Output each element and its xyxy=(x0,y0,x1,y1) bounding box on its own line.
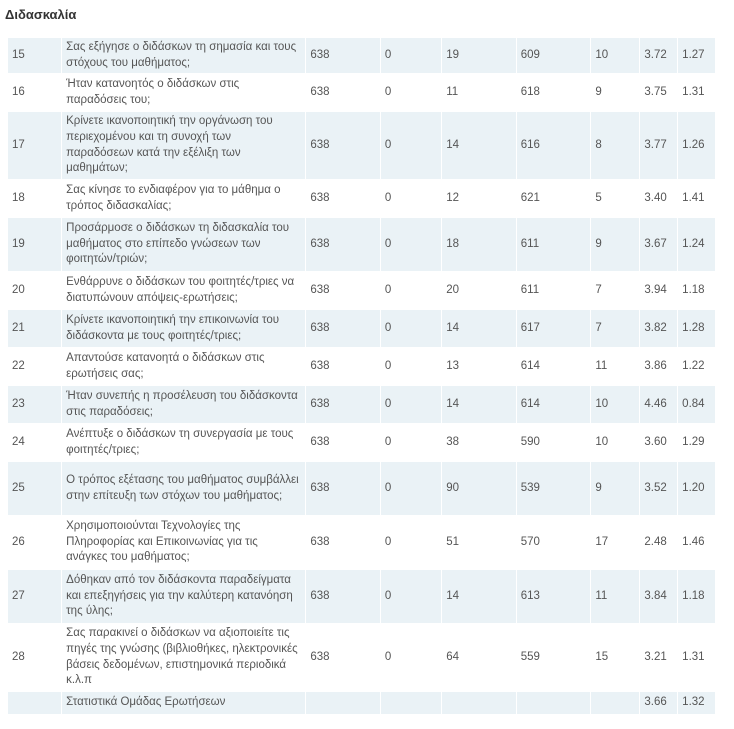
mean-value: 3.77 xyxy=(640,112,678,180)
count-col-2: 64 xyxy=(442,624,517,692)
question-number: 15 xyxy=(8,38,62,74)
count-col-1: 0 xyxy=(380,180,441,218)
mean-value: 3.82 xyxy=(640,310,678,348)
table-row xyxy=(8,112,716,180)
stddev-value: 1.26 xyxy=(678,112,716,180)
count-col-4: 7 xyxy=(591,310,640,348)
table-row xyxy=(8,218,716,272)
question-number: 16 xyxy=(8,74,62,112)
table-row xyxy=(8,180,716,218)
count-col-2: 11 xyxy=(442,74,517,112)
count-col-2: 90 xyxy=(442,462,517,516)
stddev-value: 1.18 xyxy=(678,570,716,624)
count-col-4: 9 xyxy=(591,218,640,272)
responses-total: 638 xyxy=(306,570,381,624)
responses-total: 638 xyxy=(306,180,381,218)
question-text: Δόθηκαν από τον διδάσκοντα παραδείγματα και επεξηγήσεις για την καλύτερη κατανόηση της ύλης; xyxy=(62,570,306,624)
count-col-2: 14 xyxy=(442,310,517,348)
summary-mean: 3.66 xyxy=(640,692,678,715)
count-col-4: 9 xyxy=(591,462,640,516)
summary-empty-cell xyxy=(8,692,62,715)
stddev-value: 1.29 xyxy=(678,424,716,462)
question-text: Σας παρακινεί ο διδάσκων να αξιοποιείτε τις πηγές της γνώσης (βιβλιοθήκες, ηλεκτρονικές βάσεις δεδομένων, επιστημονικά περιοδικά κ.λ.π xyxy=(62,624,306,692)
count-col-2: 20 xyxy=(442,272,517,310)
responses-total: 638 xyxy=(306,624,381,692)
count-col-1: 0 xyxy=(380,310,441,348)
summary-stddev: 1.32 xyxy=(678,692,716,715)
question-text: Ήταν συνεπής η προσέλευση του διδάσκοντα στις παραδόσεις; xyxy=(62,386,306,424)
count-col-4: 8 xyxy=(591,112,640,180)
question-text: Απαντούσε κατανοητά ο διδάσκων στις ερωτήσεις σας; xyxy=(62,348,306,386)
count-col-1: 0 xyxy=(380,424,441,462)
responses-total: 638 xyxy=(306,348,381,386)
stddev-value: 1.18 xyxy=(678,272,716,310)
count-col-1: 0 xyxy=(380,570,441,624)
question-number: 23 xyxy=(8,386,62,424)
count-col-1: 0 xyxy=(380,218,441,272)
question-text: Χρησιμοποιούνται Τεχνολογίες της Πληροφορίας και Επικοινωνίας για τις ανάγκες του μαθήματος; xyxy=(62,516,306,570)
count-col-3: 539 xyxy=(516,462,591,516)
question-text: Ενθάρρυνε ο διδάσκων του φοιτητές/τριες να διατυπώνουν απόψεις-ερωτήσεις; xyxy=(62,272,306,310)
stddev-value: 0.84 xyxy=(678,386,716,424)
mean-value: 3.86 xyxy=(640,348,678,386)
summary-empty-cell xyxy=(516,692,591,715)
count-col-3: 611 xyxy=(516,218,591,272)
question-number: 17 xyxy=(8,112,62,180)
mean-value: 3.72 xyxy=(640,38,678,74)
mean-value: 3.94 xyxy=(640,272,678,310)
table-row xyxy=(8,310,716,348)
count-col-1: 0 xyxy=(380,624,441,692)
count-col-3: 611 xyxy=(516,272,591,310)
mean-value: 2.48 xyxy=(640,516,678,570)
stddev-value: 1.31 xyxy=(678,74,716,112)
question-number: 22 xyxy=(8,348,62,386)
question-number: 21 xyxy=(8,310,62,348)
count-col-1: 0 xyxy=(380,272,441,310)
question-text: Κρίνετε ικανοποιητική την επικοινωνία του διδάσκοντα με τους φοιτητές/τριες; xyxy=(62,310,306,348)
question-text: Ανέπτυξε ο διδάσκων τη συνεργασία με τους φοιτητές/τριες; xyxy=(62,424,306,462)
question-number: 19 xyxy=(8,218,62,272)
mean-value: 3.40 xyxy=(640,180,678,218)
responses-total: 638 xyxy=(306,462,381,516)
count-col-3: 618 xyxy=(516,74,591,112)
stddev-value: 1.22 xyxy=(678,348,716,386)
count-col-3: 590 xyxy=(516,424,591,462)
table-row xyxy=(8,462,716,516)
question-number: 27 xyxy=(8,570,62,624)
count-col-2: 18 xyxy=(442,218,517,272)
count-col-1: 0 xyxy=(380,38,441,74)
count-col-4: 11 xyxy=(591,570,640,624)
mean-value: 3.75 xyxy=(640,74,678,112)
table-row xyxy=(8,38,716,74)
count-col-3: 617 xyxy=(516,310,591,348)
count-col-3: 609 xyxy=(516,38,591,74)
count-col-1: 0 xyxy=(380,112,441,180)
table-row xyxy=(8,348,716,386)
summary-row xyxy=(8,692,716,715)
count-col-4: 5 xyxy=(591,180,640,218)
summary-empty-cell xyxy=(306,692,381,715)
statistics-table xyxy=(7,37,716,715)
count-col-4: 17 xyxy=(591,516,640,570)
question-number: 25 xyxy=(8,462,62,516)
count-col-1: 0 xyxy=(380,348,441,386)
question-text: Ο τρόπος εξέτασης του μαθήματος συμβάλλει στην επίτευξη των στόχων του μαθήματος; xyxy=(62,462,306,516)
count-col-2: 14 xyxy=(442,112,517,180)
count-col-2: 38 xyxy=(442,424,517,462)
count-col-2: 51 xyxy=(442,516,517,570)
count-col-3: 616 xyxy=(516,112,591,180)
responses-total: 638 xyxy=(306,38,381,74)
count-col-4: 11 xyxy=(591,348,640,386)
question-number: 26 xyxy=(8,516,62,570)
responses-total: 638 xyxy=(306,310,381,348)
count-col-3: 613 xyxy=(516,570,591,624)
mean-value: 3.52 xyxy=(640,462,678,516)
question-text: Προσάρμοσε ο διδάσκων τη διδασκαλία του μαθήματος στο επίπεδο γνώσεων των φοιτητών/τριών; xyxy=(62,218,306,272)
question-number: 20 xyxy=(8,272,62,310)
table-row xyxy=(8,624,716,692)
table-row xyxy=(8,570,716,624)
count-col-3: 614 xyxy=(516,348,591,386)
responses-total: 638 xyxy=(306,74,381,112)
stddev-value: 1.31 xyxy=(678,624,716,692)
count-col-3: 621 xyxy=(516,180,591,218)
table-row xyxy=(8,386,716,424)
responses-total: 638 xyxy=(306,386,381,424)
question-text: Κρίνετε ικανοποιητική την οργάνωση του περιεχομένου και τη συνοχή των παραδόσεων κατά την εξέλιξη των μαθημάτων; xyxy=(62,112,306,180)
table-row xyxy=(8,272,716,310)
question-text: Σας εξήγησε ο διδάσκων τη σημασία και τους στόχους του μαθήματος; xyxy=(62,38,306,74)
count-col-2: 14 xyxy=(442,386,517,424)
table-row xyxy=(8,424,716,462)
stddev-value: 1.20 xyxy=(678,462,716,516)
stddev-value: 1.41 xyxy=(678,180,716,218)
count-col-3: 570 xyxy=(516,516,591,570)
stddev-value: 1.28 xyxy=(678,310,716,348)
responses-total: 638 xyxy=(306,516,381,570)
count-col-2: 12 xyxy=(442,180,517,218)
count-col-3: 559 xyxy=(516,624,591,692)
table-row xyxy=(8,516,716,570)
table-row xyxy=(8,74,716,112)
count-col-1: 0 xyxy=(380,74,441,112)
count-col-4: 9 xyxy=(591,74,640,112)
stddev-value: 1.24 xyxy=(678,218,716,272)
count-col-1: 0 xyxy=(380,386,441,424)
responses-total: 638 xyxy=(306,272,381,310)
mean-value: 3.60 xyxy=(640,424,678,462)
responses-total: 638 xyxy=(306,112,381,180)
question-number: 24 xyxy=(8,424,62,462)
stddev-value: 1.46 xyxy=(678,516,716,570)
summary-empty-cell xyxy=(591,692,640,715)
question-text: Σας κίνησε το ενδιαφέρον για το μάθημα ο τρόπος διδασκαλίας; xyxy=(62,180,306,218)
question-number: 18 xyxy=(8,180,62,218)
mean-value: 3.84 xyxy=(640,570,678,624)
section-title: Διδασκαλία xyxy=(5,7,77,22)
stddev-value: 1.27 xyxy=(678,38,716,74)
question-number: 28 xyxy=(8,624,62,692)
count-col-1: 0 xyxy=(380,516,441,570)
count-col-4: 10 xyxy=(591,386,640,424)
mean-value: 4.46 xyxy=(640,386,678,424)
count-col-2: 19 xyxy=(442,38,517,74)
question-text: Ήταν κατανοητός ο διδάσκων στις παραδόσεις του; xyxy=(62,74,306,112)
count-col-4: 10 xyxy=(591,424,640,462)
count-col-4: 7 xyxy=(591,272,640,310)
count-col-2: 14 xyxy=(442,570,517,624)
count-col-1: 0 xyxy=(380,462,441,516)
summary-label: Στατιστικά Ομάδας Ερωτήσεων xyxy=(62,692,306,715)
count-col-4: 10 xyxy=(591,38,640,74)
mean-value: 3.67 xyxy=(640,218,678,272)
count-col-2: 13 xyxy=(442,348,517,386)
responses-total: 638 xyxy=(306,424,381,462)
count-col-3: 614 xyxy=(516,386,591,424)
summary-empty-cell xyxy=(442,692,517,715)
summary-empty-cell xyxy=(380,692,441,715)
mean-value: 3.21 xyxy=(640,624,678,692)
responses-total: 638 xyxy=(306,218,381,272)
count-col-4: 15 xyxy=(591,624,640,692)
